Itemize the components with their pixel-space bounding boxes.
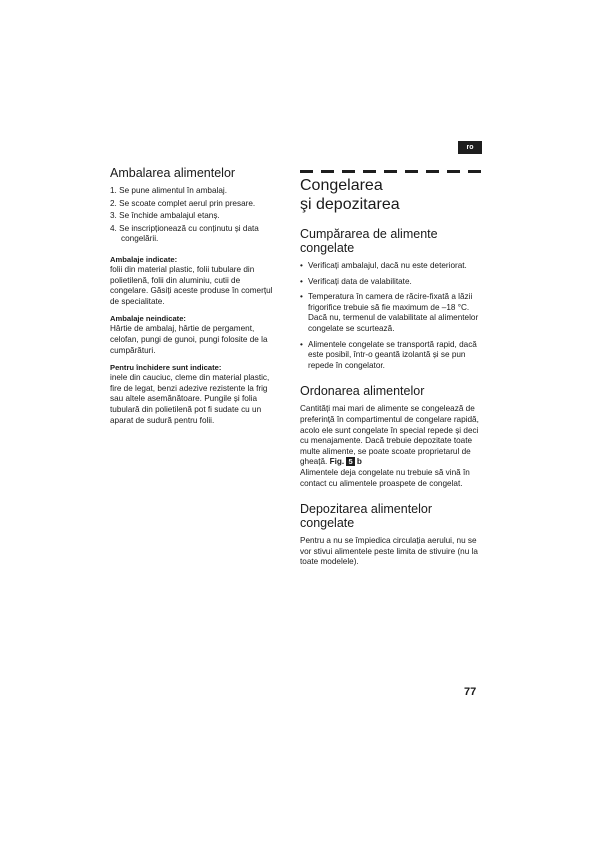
figure-reference: Fig. 5 b [329,457,362,467]
storing-text: Pentru a nu se împiedica circulația aerului, nu se vor stivui alimentele peste limita de stivuire (nu la toate modelele). [300,536,478,567]
suitable-packaging-heading: Ambalaje indicate: [110,254,178,264]
bullet-icon: • [300,261,303,270]
page-number: 77 [464,686,477,698]
arranging-heading: Ordonarea alimentelor [300,384,425,399]
main-heading [300,176,483,214]
closing-text: inele din cauciuc, cleme din material plastic, fire de legat, benzi adezive rezistente la frig sau altele asemănătoare. Pungile și folia tubulară din polietilenă pot fi sudate cu un aparat de sudură pentru folii. [110,373,270,425]
right-column [300,176,483,568]
unsuitable-packaging-text: Hârtie de ambalaj, hârtie de pergament, celofan, pungi de gunoi, pungi folosite de la cumpărături. [110,324,268,355]
arranging-text: Cantități mai mari de alimente se congelează de preferință în compartimentul de congelare rapidă, acolo ele sunt congelate în special repede și deci cu menajamente. Dacă trebuie depozitate toate multe alimente, se poate scoate proprietarul de gheață. Fig. 5 b [300,404,479,467]
unsuitable-packaging-heading: Ambalaje neindicate: [110,314,186,324]
section-divider-dashes [300,170,482,173]
left-column [110,166,280,426]
main-heading-line-2: şi depozitarea [300,196,400,213]
bullet-icon: • [300,339,303,349]
list-item: • Verificați ambalajul, dacă nu este deteriorat. [300,261,467,270]
main-heading-line-1: Congelarea [300,177,383,194]
step-item: 2. Se scoate complet aerul prin presare. [110,198,256,208]
list-item: • Temperatura în camera de răcire-fixată a lăzii frigorifice trebuie să fie maximum de –18 °C. Dacă nu, termenul de valabilitate al alimentelor congelate se scurtează. [300,292,479,333]
packaging-heading: Ambalarea alimentelor [110,166,236,180]
step-item: 4. Se inscripționează cu conținutu și data congelării. [110,223,259,244]
list-item: • Verificați data de valabilitate. [300,276,412,286]
storing-heading-line-2: congelate [300,516,355,531]
step-item: 1. Se pune alimentul în ambalaj. [110,186,227,195]
step-item: 3. Se închide ambalajul etanș. [110,211,220,221]
closing-heading: Pentru închidere sunt indicate: [110,363,222,373]
bullet-icon: • [300,276,303,286]
packaging-steps [110,186,280,245]
buying-heading-line-2: congelate [300,241,355,255]
storing-heading-line-1: Depozitarea alimentelor [300,502,433,517]
list-item: • Alimentele congelate se transportă rapid, dacă este posibil, într-o geantă izolantă și se pun repede în congelator. [300,339,477,370]
bullet-icon: • [300,292,303,302]
suitable-packaging-text: folii din material plastic, folii tubulare din polietilenă, folii din aluminiu, cutii de congelare. Găsiți aceste produse în comerțul de specialitate. [110,264,273,306]
buying-heading-line-1: Cumpărarea de alimente [300,227,438,241]
storing-heading [300,502,483,530]
language-tab: ro [458,141,482,154]
buying-heading [300,227,483,255]
buying-list [300,261,483,371]
arranging-text-2: Alimentele deja congelate nu trebuie să vină în contact cu alimentele proaspete de congelat. [300,467,470,488]
figure-number-badge: 5 [348,457,353,467]
